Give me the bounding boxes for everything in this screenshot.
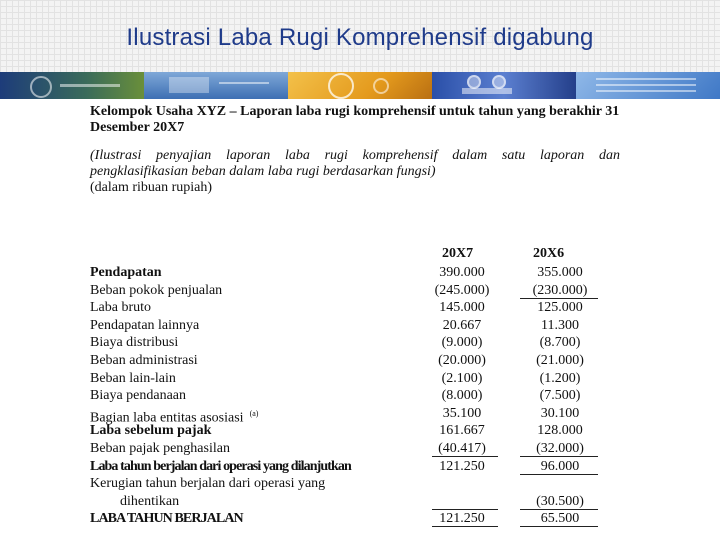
row-label	[90, 387, 186, 404]
table-row	[90, 282, 610, 300]
title-area	[0, 0, 720, 72]
row-label-text: Laba sebelum pajak	[90, 423, 212, 439]
row-label	[90, 317, 199, 334]
row-label	[90, 458, 351, 475]
row-label-text: Biaya distribusi	[90, 335, 179, 351]
value-20x6: (230.000)	[532, 282, 588, 298]
value-20x7: (9.000)	[441, 335, 483, 351]
footnote-marker: (a)	[249, 408, 259, 418]
decorative-banner	[0, 72, 720, 99]
row-label-text: LABA TAHUN BERJALAN	[90, 511, 243, 527]
row-label	[90, 510, 243, 527]
value-20x6: (1.200)	[539, 370, 581, 386]
value-20x7: 121.250	[439, 458, 485, 474]
column-header-20x6: 20X6	[533, 246, 565, 261]
row-label	[90, 493, 179, 510]
table-row	[90, 387, 610, 405]
value-20x6: (21.000)	[536, 352, 584, 368]
table-row	[90, 510, 610, 528]
value-20x6: 65.500	[540, 511, 580, 527]
value-20x6: 128.000	[537, 423, 583, 439]
table-row	[90, 299, 610, 317]
value-20x7: 121.250	[439, 511, 485, 527]
value-20x6: 355.000	[537, 265, 583, 280]
value-20x7: (8.000)	[441, 388, 483, 404]
banner-panel-keyboard-icon	[576, 72, 720, 99]
row-label-text: Beban pokok penjualan	[90, 282, 223, 298]
unit-note: (dalam ribuan rupiah)	[90, 180, 213, 195]
row-label	[90, 282, 222, 299]
table-body	[90, 264, 610, 528]
row-label-text: dihentikan	[120, 493, 180, 509]
table-row	[90, 493, 610, 511]
value-20x6: (8.700)	[539, 335, 581, 351]
total-underline	[520, 526, 598, 527]
table-row	[90, 405, 610, 426]
row-label-text: Kerugian tahun berjalan dari operasi yang	[90, 476, 326, 492]
row-label	[90, 264, 162, 281]
table-row	[90, 370, 610, 388]
report-subtitle: (Ilustrasi penyajian laporan laba rugi komprehensif dalam satu laporan dan pengklasifikasian beban dalam laba rugi berdasarkan fungsi)	[90, 148, 620, 179]
total-underline	[432, 526, 498, 527]
value-20x7: 161.667	[439, 423, 485, 439]
value-20x7: 20.667	[442, 317, 482, 333]
row-label-text: Bagian laba entitas asosiasi	[90, 410, 244, 426]
row-label	[90, 334, 178, 351]
row-label	[90, 299, 151, 316]
banner-panel-people-icon	[432, 72, 576, 99]
row-label	[90, 422, 211, 439]
value-20x6: (30.500)	[536, 493, 584, 509]
value-20x7: 390.000	[439, 265, 485, 280]
document-header	[90, 104, 650, 196]
row-label	[90, 475, 325, 492]
row-label-text: Beban lain-lain	[90, 370, 176, 386]
table-row	[90, 352, 610, 370]
row-label-text: Pendapatan lainnya	[90, 317, 200, 333]
value-20x7: 35.100	[442, 405, 482, 421]
row-label	[90, 370, 176, 387]
row-label-text: Biaya pendanaan	[90, 388, 187, 404]
table-row	[90, 317, 610, 335]
banner-panel-gear-icon	[288, 72, 432, 99]
value-20x7: (40.417)	[438, 440, 486, 456]
row-label	[90, 352, 198, 369]
slide-title: Ilustrasi Laba Rugi Komprehensif digabung	[126, 24, 594, 51]
value-20x6: (7.500)	[539, 388, 581, 404]
row-label	[90, 440, 230, 457]
table-row	[90, 458, 610, 476]
row-label-text: Laba tahun berjalan dari operasi yang dilanjutkan	[90, 458, 351, 474]
table-row	[90, 422, 610, 440]
banner-panel-monitor-icon	[144, 72, 288, 99]
income-statement-table	[90, 246, 610, 528]
row-label-text: Laba bruto	[90, 300, 152, 316]
value-20x7: 145.000	[439, 300, 485, 316]
table-row	[90, 440, 610, 458]
row-label-text: Beban administrasi	[90, 352, 198, 368]
table-row	[90, 334, 610, 352]
table-row	[90, 475, 610, 493]
value-20x7: (245.000)	[434, 282, 490, 298]
value-20x7: (20.000)	[438, 352, 486, 368]
table-header	[90, 246, 610, 264]
value-20x6: 96.000	[540, 458, 580, 474]
value-20x6: (32.000)	[536, 440, 584, 456]
row-label-text: Pendapatan	[90, 265, 162, 280]
value-20x6: 125.000	[537, 300, 583, 316]
row-label-text: Beban pajak penghasilan	[90, 440, 230, 456]
value-20x7: (2.100)	[441, 370, 483, 386]
column-header-20x7: 20X7	[442, 246, 474, 261]
value-20x6: 11.300	[541, 317, 579, 333]
report-heading: Kelompok Usaha XYZ – Laporan laba rugi komprehensif untuk tahun yang berakhir 31 Desember 20X7	[90, 104, 620, 135]
value-20x6: 30.100	[540, 405, 580, 421]
banner-panel-plant-icon	[0, 72, 144, 99]
table-row	[90, 264, 610, 282]
